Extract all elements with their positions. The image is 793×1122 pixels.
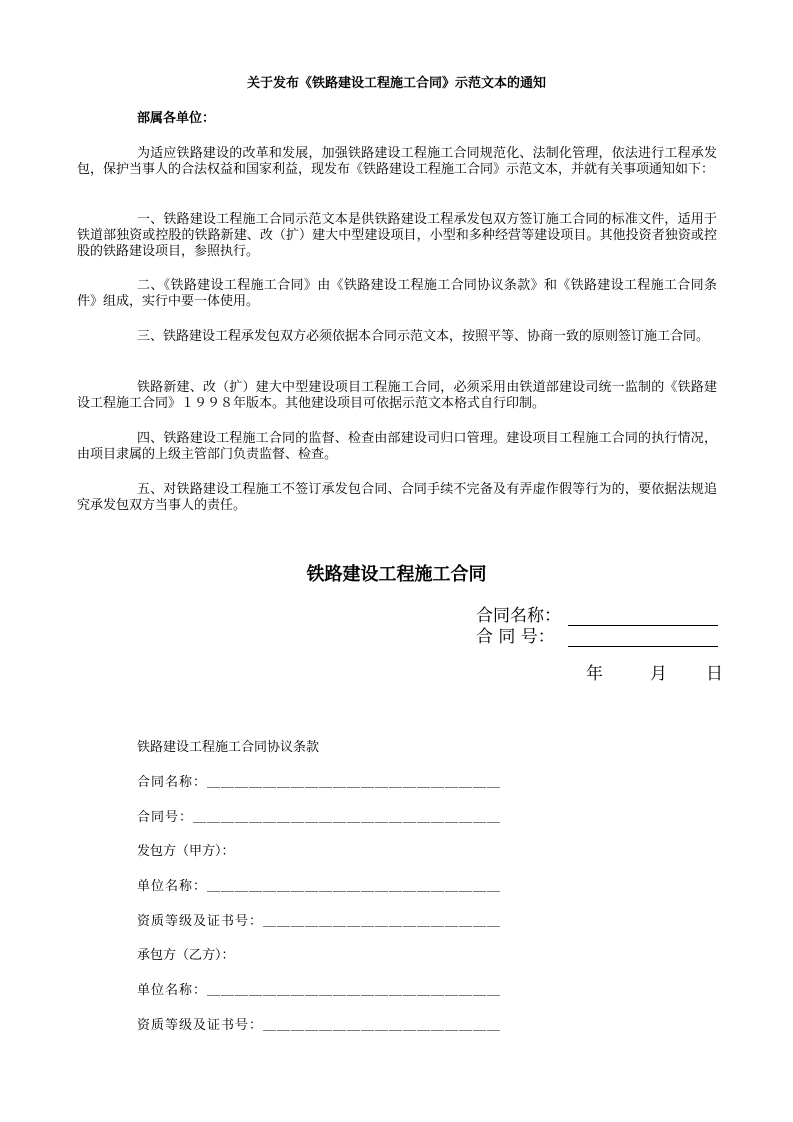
field-contract-name: 合同名称：＿＿＿＿＿＿＿＿＿＿＿＿＿＿＿＿＿＿＿＿＿	[137, 775, 502, 790]
contract-title: 铁路建设工程施工合同	[306, 564, 487, 585]
notice-paragraph-4: 四、铁路建设工程施工合同的监督、检查由部建设司归口管理。建设项目工程施工合同的执行情况，由项目隶属的上级主管部门负责监督、检查。	[77, 431, 717, 462]
contract-number-label: 合 同 号：	[476, 627, 555, 647]
contract-number-blank[interactable]	[568, 629, 718, 647]
field-contractor-unit-name: 单位名称：＿＿＿＿＿＿＿＿＿＿＿＿＿＿＿＿＿＿＿＿＿	[137, 983, 502, 998]
field-employer-heading: 发包方（甲方）：	[137, 844, 235, 859]
date-year-label: 年	[586, 664, 603, 684]
contract-name-label: 合同名称：	[476, 606, 561, 626]
field-contract-number: 合同号：＿＿＿＿＿＿＿＿＿＿＿＿＿＿＿＿＿＿＿＿＿＿	[137, 810, 502, 825]
notice-addressee: 部属各单位：	[137, 111, 216, 126]
field-contractor-qualification: 资质等级及证书号：＿＿＿＿＿＿＿＿＿＿＿＿＿＿＿＿＿	[137, 1018, 502, 1033]
notice-paragraph-intro: 为适应铁路建设的改革和发展，加强铁路建设工程施工合同规范化、法制化管理，依法进行工程承发包，保护当事人的合法权益和国家利益，现发布《铁路建设工程施工合同》示范文本，并就有关事项通知如下：	[77, 146, 717, 177]
field-employer-qualification: 资质等级及证书号：＿＿＿＿＿＿＿＿＿＿＿＿＿＿＿＿＿	[137, 914, 502, 929]
notice-paragraph-5: 五、对铁路建设工程施工不签订承发包合同、合同手续不完备及有弄虚作假等行为的，要依据法规追究承发包双方当事人的责任。	[77, 482, 717, 513]
field-employer-unit-name: 单位名称：＿＿＿＿＿＿＿＿＿＿＿＿＿＿＿＿＿＿＿＿＿	[137, 879, 502, 894]
field-contractor-heading: 承包方（乙方）：	[137, 948, 235, 963]
date-month-label: 月	[650, 664, 667, 684]
contract-number-row	[476, 627, 718, 647]
notice-paragraph-3b: 铁路新建、改（扩）建大中型建设项目工程施工合同，必须采用由铁道部建设司统一监制的《铁路建设工程施工合同》１９９８年版本。其他建设项目可依据示范文本格式自行印制。	[77, 380, 717, 411]
contract-name-row	[476, 606, 718, 626]
notice-paragraph-1: 一、铁路建设工程施工合同示范文本是供铁路建设工程承发包双方签订施工合同的标准文件，适用于铁道部独资或控股的铁路新建、改（扩）建大中型建设项目，小型和多种经营等建设项目。其他投资者独资或控股的铁路建设项目，参照执行。	[77, 212, 717, 259]
date-day-label: 日	[706, 664, 723, 684]
notice-paragraph-2: 二、《铁路建设工程施工合同》由《铁路建设工程施工合同协议条款》和《铁路建设工程施工合同条件》组成，实行中要一体使用。	[77, 278, 717, 309]
notice-title: 关于发布《铁路建设工程施工合同》示范文本的通知	[246, 76, 546, 91]
contract-name-blank[interactable]	[568, 608, 718, 626]
contract-date	[586, 664, 723, 684]
notice-paragraph-3: 三、铁路建设工程承发包双方必须依据本合同示范文本，按照平等、协商一致的原则签订施工合同。	[137, 329, 710, 344]
agreement-heading: 铁路建设工程施工合同协议条款	[137, 740, 320, 755]
